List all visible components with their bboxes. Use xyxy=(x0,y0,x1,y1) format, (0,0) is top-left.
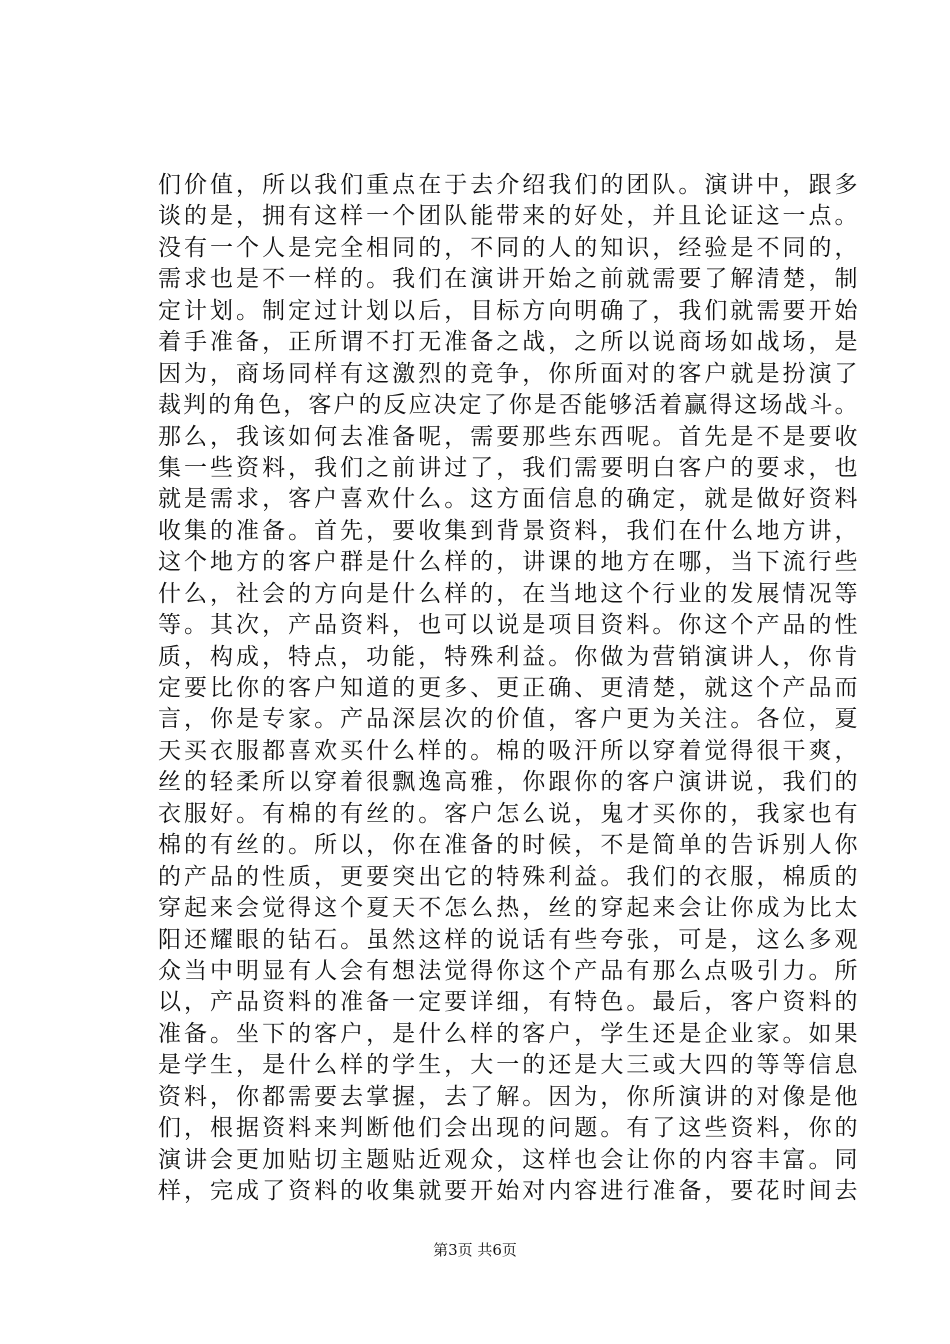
text-line: 棉的有丝的。所以，你在准备的时候，不是简单的告诉别人你 xyxy=(158,832,858,859)
text-line: 天买衣服都喜欢买什么样的。棉的吸汗所以穿着觉得很干爽， xyxy=(158,737,858,764)
text-line: 裁判的角色，客户的反应决定了你是否能够活着赢得这场战斗。 xyxy=(158,392,858,419)
text-line: 需求也是不一样的。我们在演讲开始之前就需要了解清楚，制 xyxy=(158,266,858,293)
text-line: 演讲会更加贴切主题贴近观众，这样也会让你的内容丰富。同 xyxy=(158,1146,858,1173)
text-line: 以，产品资料的准备一定要详细，有特色。最后，客户资料的 xyxy=(158,989,858,1016)
text-line: 定要比你的客户知道的更多、更正确、更清楚，就这个产品而 xyxy=(158,675,858,701)
page-footer: 第3页 共6页 xyxy=(433,1241,517,1259)
text-line: 阳还耀眼的钻石。虽然这样的说话有些夸张，可是，这么多观 xyxy=(158,926,858,953)
text-line: 因为，商场同样有这激烈的竞争，你所面对的客户就是扮演了 xyxy=(158,360,858,387)
body-text xyxy=(158,170,858,1207)
text-line: 没有一个人是完全相同的，不同的人的知识，经验是不同的， xyxy=(158,234,858,261)
text-line: 衣服好。有棉的有丝的。客户怎么说，鬼才买你的，我家也有 xyxy=(158,800,858,827)
text-line: 们价值，所以我们重点在于去介绍我们的团队。演讲中，跟多 xyxy=(158,172,858,198)
text-line: 等。其次，产品资料，也可以说是项目资料。你这个产品的性 xyxy=(158,612,858,639)
text-line: 准备。坐下的客户，是什么样的客户，学生还是企业家。如果 xyxy=(158,1020,858,1047)
text-line: 的产品的性质，更要突出它的特殊利益。我们的衣服，棉质的 xyxy=(158,863,858,890)
text-line: 是学生，是什么样的学生，大一的还是大三或大四的等等信息 xyxy=(158,1052,858,1079)
text-line: 这个地方的客户群是什么样的，讲课的地方在哪，当下流行些 xyxy=(158,549,858,576)
text-line: 收集的准备。首先，要收集到背景资料，我们在什么地方讲， xyxy=(158,517,858,544)
text-line: 言，你是专家。产品深层次的价值，客户更为关注。各位，夏 xyxy=(158,706,858,733)
text-line: 着手准备，正所谓不打无准备之战，之所以说商场如战场，是 xyxy=(158,329,858,356)
text-line: 集一些资料，我们之前讲过了，我们需要明白客户的要求，也 xyxy=(158,454,858,481)
text-line: 们，根据资料来判断他们会出现的问题。有了这些资料，你的 xyxy=(158,1115,858,1142)
text-line: 众当中明显有人会有想法觉得你这个产品有那么点吸引力。所 xyxy=(158,957,858,984)
text-line: 穿起来会觉得这个夏天不怎么热，丝的穿起来会让你成为比太 xyxy=(158,895,858,922)
text-line: 谈的是，拥有这样一个团队能带来的好处，并且论证这一点。 xyxy=(158,203,858,230)
text-line: 那么，我该如何去准备呢，需要那些东西呢。首先是不是要收 xyxy=(158,423,858,450)
text-line: 资料，你都需要去掌握，去了解。因为，你所演讲的对像是他 xyxy=(158,1083,858,1110)
text-line: 定计划。制定过计划以后，目标方向明确了，我们就需要开始 xyxy=(158,297,858,324)
text-line: 质，构成，特点，功能，特殊利益。你做为营销演讲人，你肯 xyxy=(158,643,858,670)
text-line: 什么，社会的方向是什么样的，在当地这个行业的发展情况等 xyxy=(158,580,858,607)
text-line: 样，完成了资料的收集就要开始对内容进行准备，要花时间去 xyxy=(158,1178,858,1204)
text-line: 就是需求，客户喜欢什么。这方面信息的确定，就是做好资料 xyxy=(158,486,858,513)
text-line: 丝的轻柔所以穿着很飘逸高雅，你跟你的客户演讲说，我们的 xyxy=(158,769,858,796)
